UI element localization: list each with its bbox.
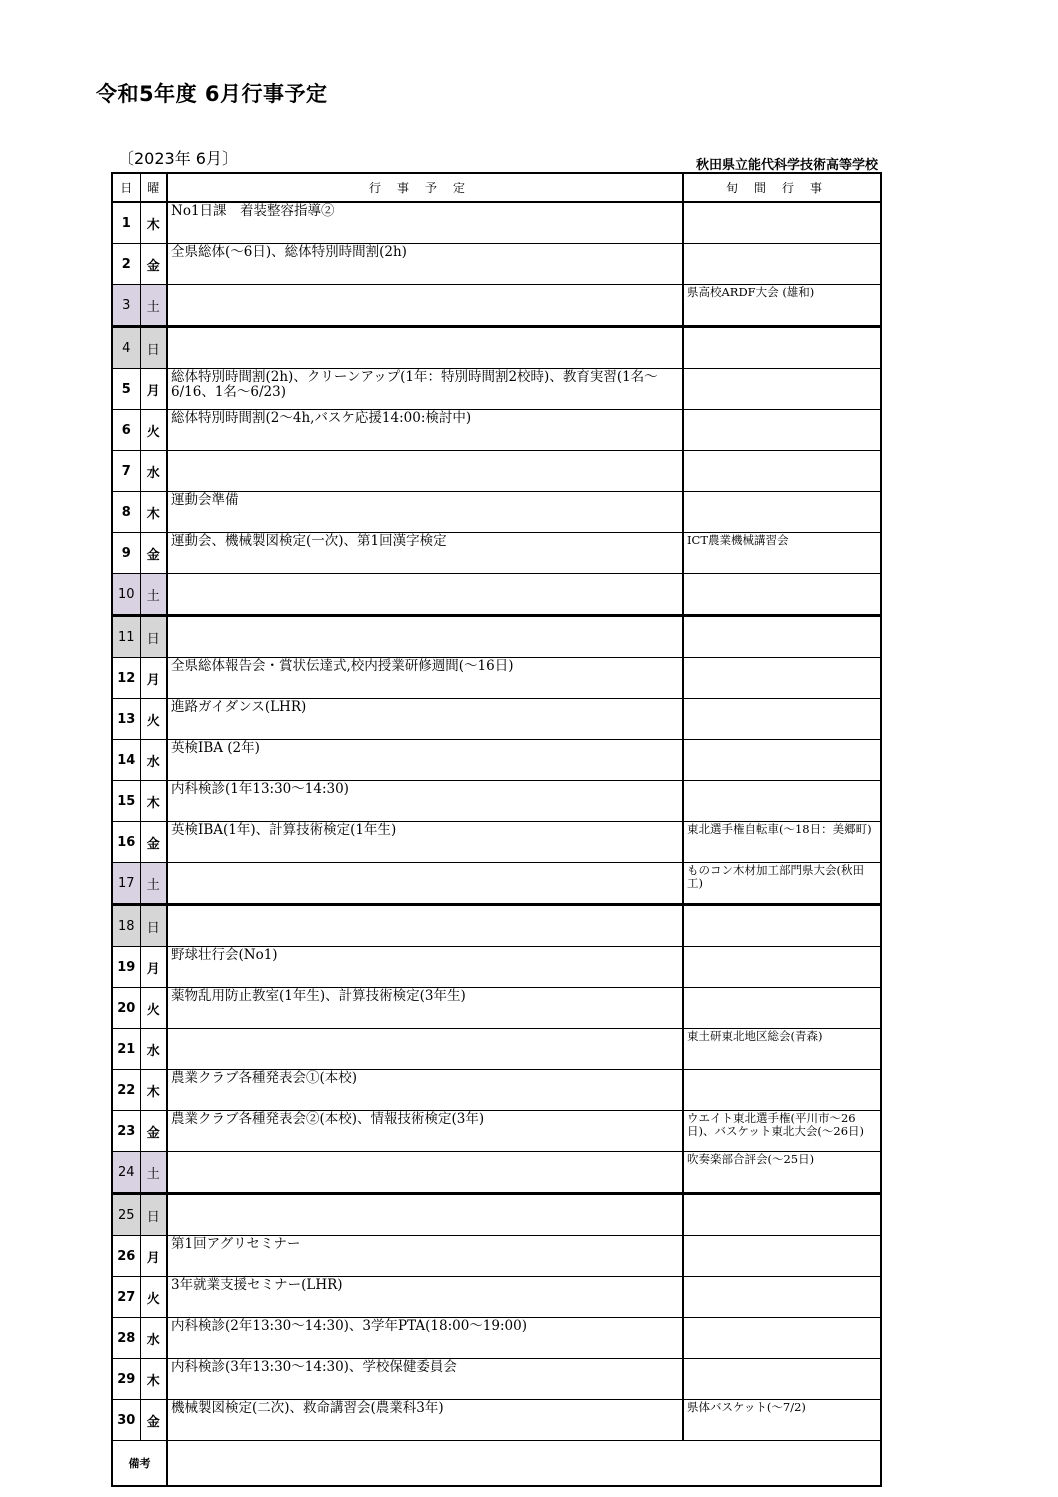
- table-row: [112, 616, 881, 658]
- notes-cell: [167, 1441, 881, 1487]
- weekday-cell: 土: [140, 1152, 167, 1194]
- event-cell: 進路ガイダンス(LHR): [167, 699, 683, 740]
- jun-event-cell: [683, 781, 881, 822]
- event-cell: 野球壮行会(No1): [167, 947, 683, 988]
- event-cell: 3年就業支援セミナー(LHR): [167, 1277, 683, 1318]
- jun-event-cell: [683, 658, 881, 699]
- table-row: [112, 988, 881, 1029]
- jun-event-cell: [683, 451, 881, 492]
- day-cell: 13: [112, 699, 140, 740]
- event-cell: [167, 574, 683, 616]
- table-row: [112, 1111, 881, 1152]
- day-cell: 17: [112, 863, 140, 905]
- jun-event-cell: ウエイト東北選手権(平川市～26日)、バスケット東北大会(～26日): [683, 1111, 881, 1152]
- event-cell: 内科検診(3年13:30～14:30)、学校保健委員会: [167, 1359, 683, 1400]
- table-row: [112, 1400, 881, 1441]
- table-row: [112, 1277, 881, 1318]
- jun-event-cell: [683, 202, 881, 244]
- jun-event-cell: [683, 988, 881, 1029]
- weekday-cell: 水: [140, 451, 167, 492]
- jun-event-cell: [683, 1070, 881, 1111]
- weekday-cell: 月: [140, 658, 167, 699]
- school-name: 秋田県立能代科学技術高等学校: [695, 158, 878, 173]
- day-cell: 24: [112, 1152, 140, 1194]
- page-title: 令和5年度 6月行事予定: [96, 82, 328, 106]
- weekday-cell: 金: [140, 822, 167, 863]
- day-cell: 10: [112, 574, 140, 616]
- event-cell: No1日課 着装整容指導②: [167, 202, 683, 244]
- event-cell: [167, 863, 683, 905]
- day-cell: 28: [112, 1318, 140, 1359]
- jun-event-cell: [683, 1359, 881, 1400]
- jun-event-cell: 県高校ARDF大会 (雄和): [683, 285, 881, 327]
- event-cell: [167, 616, 683, 658]
- day-cell: 1: [112, 202, 140, 244]
- event-cell: 内科検診(1年13:30～14:30): [167, 781, 683, 822]
- table-row: [112, 244, 881, 285]
- table-row: [112, 947, 881, 988]
- day-cell: 3: [112, 285, 140, 327]
- day-cell: 23: [112, 1111, 140, 1152]
- table-row: [112, 658, 881, 699]
- jun-event-cell: [683, 1236, 881, 1277]
- jun-event-cell: [683, 327, 881, 369]
- jun-event-cell: [683, 410, 881, 451]
- event-cell: 機械製図検定(二次)、救命講習会(農業科3年): [167, 1400, 683, 1441]
- jun-event-cell: 東北選手権自転車(～18日：美郷町): [683, 822, 881, 863]
- table-row: [112, 822, 881, 863]
- jun-event-cell: 吹奏楽部合評会(～25日): [683, 1152, 881, 1194]
- jun-event-cell: [683, 1194, 881, 1236]
- event-cell: [167, 1029, 683, 1070]
- day-cell: 30: [112, 1400, 140, 1441]
- weekday-cell: 木: [140, 202, 167, 244]
- table-row: [112, 905, 881, 947]
- event-cell: 運動会、機械製図検定(一次)、第1回漢字検定: [167, 533, 683, 574]
- weekday-cell: 金: [140, 1400, 167, 1441]
- jun-event-cell: 東土研東北地区総会(青森): [683, 1029, 881, 1070]
- table-row: [112, 574, 881, 616]
- header-day: 日: [112, 173, 140, 202]
- weekday-cell: 火: [140, 988, 167, 1029]
- table-row: [112, 369, 881, 410]
- header-events: 行事予定: [167, 173, 683, 202]
- event-cell: 第1回アグリセミナー: [167, 1236, 683, 1277]
- weekday-cell: 月: [140, 1236, 167, 1277]
- event-cell: [167, 1152, 683, 1194]
- weekday-cell: 日: [140, 327, 167, 369]
- weekday-cell: 日: [140, 616, 167, 658]
- jun-event-cell: 県体バスケット(～7/2): [683, 1400, 881, 1441]
- weekday-cell: 月: [140, 947, 167, 988]
- weekday-cell: 水: [140, 1318, 167, 1359]
- header-dow: 曜: [140, 173, 167, 202]
- day-cell: 2: [112, 244, 140, 285]
- event-cell: 農業クラブ各種発表会②(本校)、情報技術検定(3年): [167, 1111, 683, 1152]
- table-row: [112, 327, 881, 369]
- day-cell: 18: [112, 905, 140, 947]
- weekday-cell: 火: [140, 1277, 167, 1318]
- jun-event-cell: [683, 616, 881, 658]
- table-row: [112, 699, 881, 740]
- table-row: [112, 1318, 881, 1359]
- day-cell: 4: [112, 327, 140, 369]
- weekday-cell: 木: [140, 1359, 167, 1400]
- weekday-cell: 日: [140, 1194, 167, 1236]
- weekday-cell: 火: [140, 410, 167, 451]
- header-jun: 旬間行事: [683, 173, 881, 202]
- event-cell: 薬物乱用防止教室(1年生)、計算技術検定(3年生): [167, 988, 683, 1029]
- jun-event-cell: [683, 699, 881, 740]
- day-cell: 29: [112, 1359, 140, 1400]
- notes-row: [112, 1441, 881, 1487]
- event-cell: 英検IBA (2年): [167, 740, 683, 781]
- table-row: [112, 863, 881, 905]
- event-cell: 運動会準備: [167, 492, 683, 533]
- day-cell: 22: [112, 1070, 140, 1111]
- day-cell: 6: [112, 410, 140, 451]
- table-row: [112, 285, 881, 327]
- event-cell: 農業クラブ各種発表会①(本校): [167, 1070, 683, 1111]
- day-cell: 9: [112, 533, 140, 574]
- event-cell: [167, 905, 683, 947]
- jun-event-cell: ICT農業機械講習会: [683, 533, 881, 574]
- weekday-cell: 金: [140, 533, 167, 574]
- jun-event-cell: [683, 244, 881, 285]
- day-cell: 11: [112, 616, 140, 658]
- table-row: [112, 1194, 881, 1236]
- event-cell: [167, 285, 683, 327]
- table-row: [112, 451, 881, 492]
- weekday-cell: 土: [140, 574, 167, 616]
- event-cell: 全県総体報告会・賞状伝達式,校内授業研修週間(～16日): [167, 658, 683, 699]
- event-cell: 総体特別時間割(2～4h,バスケ応援14:00:検討中): [167, 410, 683, 451]
- weekday-cell: 月: [140, 369, 167, 410]
- table-row: [112, 1359, 881, 1400]
- weekday-cell: 金: [140, 1111, 167, 1152]
- weekday-cell: 土: [140, 285, 167, 327]
- jun-event-cell: [683, 905, 881, 947]
- weekday-cell: 土: [140, 863, 167, 905]
- schedule-table: [111, 172, 882, 1487]
- event-cell: [167, 327, 683, 369]
- event-cell: [167, 451, 683, 492]
- schedule-body: [112, 202, 881, 1441]
- table-row: [112, 1152, 881, 1194]
- event-cell: 英検IBA(1年)、計算技術検定(1年生): [167, 822, 683, 863]
- table-row: [112, 410, 881, 451]
- event-cell: 全県総体(～6日)、総体特別時間割(2h): [167, 244, 683, 285]
- jun-event-cell: ものコン木材加工部門県大会(秋田工): [683, 863, 881, 905]
- weekday-cell: 日: [140, 905, 167, 947]
- date-label: 〔2023年 6月〕: [118, 149, 238, 168]
- header-row: [112, 173, 881, 202]
- table-row: [112, 492, 881, 533]
- event-cell: [167, 1194, 683, 1236]
- day-cell: 7: [112, 451, 140, 492]
- day-cell: 27: [112, 1277, 140, 1318]
- jun-event-cell: [683, 574, 881, 616]
- jun-event-cell: [683, 947, 881, 988]
- day-cell: 20: [112, 988, 140, 1029]
- day-cell: 19: [112, 947, 140, 988]
- day-cell: 15: [112, 781, 140, 822]
- day-cell: 16: [112, 822, 140, 863]
- table-row: [112, 781, 881, 822]
- jun-event-cell: [683, 1277, 881, 1318]
- table-row: [112, 1070, 881, 1111]
- table-row: [112, 740, 881, 781]
- day-cell: 25: [112, 1194, 140, 1236]
- table-row: [112, 202, 881, 244]
- weekday-cell: 木: [140, 781, 167, 822]
- table-row: [112, 1029, 881, 1070]
- jun-event-cell: [683, 1318, 881, 1359]
- notes-label: 備考: [112, 1441, 167, 1487]
- weekday-cell: 木: [140, 1070, 167, 1111]
- day-cell: 5: [112, 369, 140, 410]
- weekday-cell: 木: [140, 492, 167, 533]
- jun-event-cell: [683, 740, 881, 781]
- weekday-cell: 火: [140, 699, 167, 740]
- day-cell: 26: [112, 1236, 140, 1277]
- table-row: [112, 1236, 881, 1277]
- jun-event-cell: [683, 492, 881, 533]
- weekday-cell: 水: [140, 1029, 167, 1070]
- day-cell: 21: [112, 1029, 140, 1070]
- event-cell: 総体特別時間割(2h)、クリーンアップ(1年：特別時間割2校時)、教育実習(1名～6/16、1名～6/23): [167, 369, 683, 410]
- event-cell: 内科検診(2年13:30～14:30)、3学年PTA(18:00～19:00): [167, 1318, 683, 1359]
- day-cell: 8: [112, 492, 140, 533]
- table-row: [112, 533, 881, 574]
- day-cell: 14: [112, 740, 140, 781]
- jun-event-cell: [683, 369, 881, 410]
- weekday-cell: 水: [140, 740, 167, 781]
- day-cell: 12: [112, 658, 140, 699]
- weekday-cell: 金: [140, 244, 167, 285]
